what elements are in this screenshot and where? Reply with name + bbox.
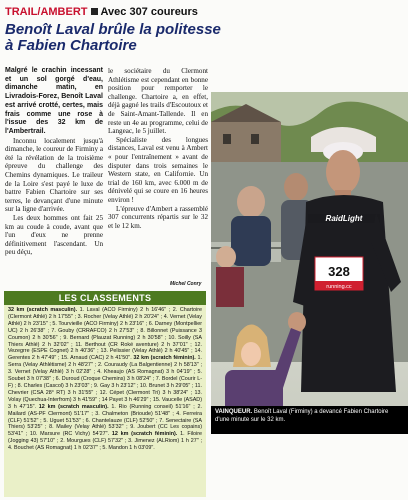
article-kicker [5,6,198,18]
article-column-1 [5,67,103,257]
results-title: LES CLASSEMENTS [4,291,206,305]
results-section-text: 1. Rio (Running conseil) 51'16" ; 2. Mailard (AS-PF Clermont) 51'17" ; 3. Chalmeton (Brioude) 51'48" ; 4. Ferreira (CLF) 51'52" ; 5. Uguet 51'53" ; 6. Chantelauze (CLF) 52'50" ; 7. Senectaire (SA Thiers) 53'25" ; 8. Mailey (Velay Athlé) 53'32" ; 9. Joubert (CC Les copains) 53'41" ; 10. Marsure (RC Vichy) 54'27". [8,403,203,438]
square-bullet-icon [91,8,98,15]
results-box [4,291,206,497]
article-paragraph: Les deux hommes ont fait 25 km au coude à coude, avant que l'un d'eux ne prenne définitivement l'ascendant. Un peu déçu, [5,213,103,257]
results-section-label: 32 km (scratch féminin). [133,355,196,362]
results-section-text: 1. Filoire (Jogging 43) 57'10" ; 2. Mourgues (CLF) 57'32" ; 3. Jimenez (ALRiom) 1 h 27" ; 4. Bouchet (AS Romagnat) 1 h 02'37" ; 5. Mandon 1 h 03'09". [8,431,203,452]
results-body [4,305,206,454]
results-section-text: 1. Laval (ACO Firminy) 2 h 16'46" ; 2. Chartoire (Clermont Athlé) 2 h 17'55" ; 3. Rocher (Velay Athlé) 2 h 20'24" ; 4. Vernet (Velay Athlé) 2 h 23'15" ; 5. Tourvieille (ACO Firminy) 2 h 23'16" ; 6. Darney (Montpellier UC) 2 h 26'38" ; 7. Gouby (CRRAFCO) 2 h 27'53" ; 8. Billonnet (Puissance 3 Coumon) 2 h 30'56" ; 9. Bernard (Plauzat Running) 2 h 30'58" ; 10. Soilly (SA Thiers Athlé) 2 h 32'02" ; 11. Berthout (CR Roké aventure) 2 h 37'01" ; 12. Vezegrre (ESPE Cognet) 2 h 40'36" ; 13. Pelissier (Velay Athlé) 2 h 40'45" ; 14. Gerentes 2 h 47'49" ; 15. Arnaud (CAC) 2 h 41'50". [8,307,203,362]
kicker-brand: TRAIL/AMBERT [5,6,88,18]
bib-sponsor: running.cc [326,284,352,290]
article-column-2 [108,67,208,230]
author-credit: Michel Conry [170,281,202,287]
kicker-text: Avec 307 coureurs [100,6,198,18]
shirt-logo: RaidLight [325,214,363,223]
caption-text: Benoît Laval (Firminy) a devancé Fabien Chartoire d'une minute sur le 32 km. [215,409,389,423]
article-paragraph: Spécialiste des longues distances, Laval est venu à Ambert « pour l'entraînement » avant de disputer dans trois semaines le Western state, en Californie. Un trial de 160 km, avec 6.000 m de dénivelé qui se coure en 16 heures environ ! [108,135,208,204]
article-headline: Benoît Laval brûle la politesse à Fabien Chartoire [5,21,221,54]
race-photo-illustration [211,92,408,434]
race-photo [211,92,408,434]
results-section-label: 12 km (scratch féminin). [111,431,178,438]
caption-label: VAINQUEUR. [215,409,253,415]
article-paragraph: Inconnu localement jusqu'à dimanche, le coureur de Firminy a été la révélation de la troisième épreuve du challenge des Chemins dynamiques. Le traileur de la Loire s'est payé le luxe de battre Fabien Chartoire sur ses terres, le devançant d'une minute sur la ligne d'arrivée. [5,136,103,214]
photo-caption [211,406,408,434]
results-section-text: 1. Serra (Velay Athlétisme) 2 h 48'27" ; 2. Couraudy (La Balgentienne) 2 h 58'13" ; 3. Vernet (Velay Athlé) 3 h 02'28" ; 4. Kheaujo (AS Romagnat) 3 h 04'19" ; 5. Soubet 3 h 07'38" ; 6. Duroud (Croque Chemins) 3 h 08'24" ; 7. Bordel (Courir L-F) ; 8. Charles (Cascol) 3 h 23'03" ; 9. Gay 3 h 23'12" ; 10. Brunet 3 h 29'05" ; 11. Chevrier (CSA 28° RT) 3 h 31'55" ; 12. Cépet (Clermont Tri) 3 h 38'24" ; 13. Volay (Quechua-Interfrom) 3 h 41'59" ; 14 Payet 3 h 46'29" ; 15. Vaucelle (ASAD) 3 h 47'15". [8,355,202,410]
article-paragraph: L'épreuve d'Ambert a rassemblé 307 concurrents répartis sur le 32 et le 12 km. [108,204,208,230]
article-lead: Malgré le crachin incessant et un sol gorgé d'eau, dimanche matin, en Livradois-Forez, Benoît Laval est arrivé crotté, certes, mais frais comme une rose à l'issue des 32 km de l'Ambertrail. [5,67,103,135]
results-section-label: 32 km (scratch masculin). [8,307,78,313]
article-paragraph: le sociétaire du Clermont Athlétisme est cependant en bonne position pour remporter le challenge. Chartoire a, en effet, déjà gagné les trails d'Escoutoux et de Saint-Amant-Tallende. Il en reste un 4e au programme, celui de Langeac, le 5 juillet. [108,67,208,136]
bib-number: 328 [328,264,350,279]
results-section-label: 12 km (scratch masculin). [38,403,109,410]
